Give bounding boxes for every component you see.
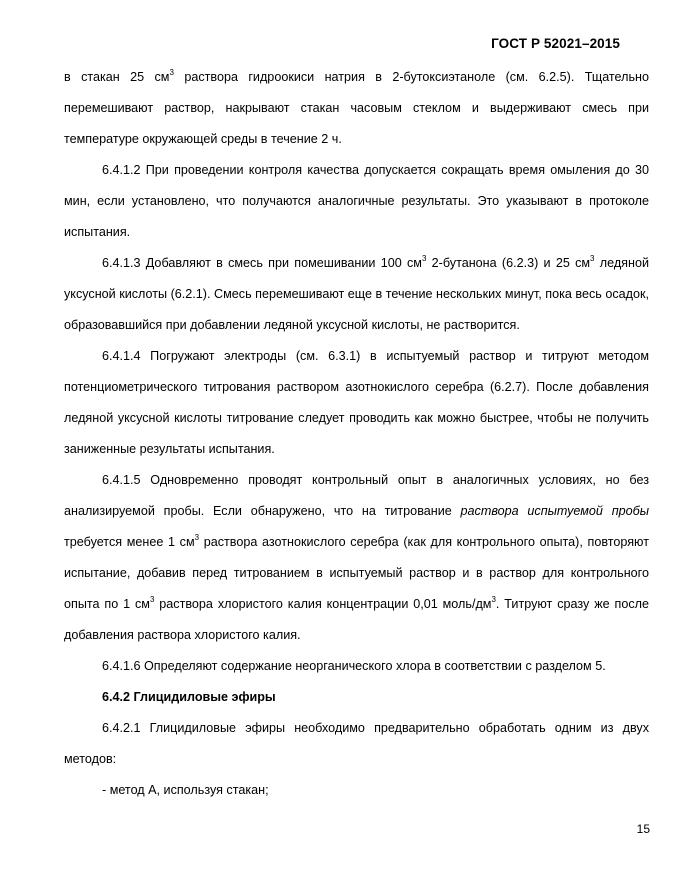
superscript: 3 xyxy=(421,253,427,263)
paragraph-6-4-1-2: 6.4.1.2 При проведении контроля качества допускается сокращать время омыления до 30 мин, если установлено, что получаются аналогичные результаты. Это указывают в протоколе испытания. xyxy=(64,163,649,239)
text-run: раствора азотнокислого серебра (как для контрольного опыта), повторяют испытание, добавив перед титрованием в испытуемый раствор и в раствор для контрольного опыта по 1 см xyxy=(64,535,649,611)
list-item-method-a: - метод А, используя стакан; xyxy=(102,783,269,797)
text-run: 6.4.1.3 Добавляют в смесь при помешивании 100 см xyxy=(102,256,422,270)
page-number: 15 xyxy=(636,822,650,836)
text-run: требуется менее 1 см xyxy=(64,535,195,549)
italic-text: раствора испытуемой пробы xyxy=(460,504,650,518)
document-body xyxy=(64,62,649,806)
paragraph-6-4-2-1: 6.4.2.1 Глицидиловые эфиры необходимо предварительно обработать одним из двух методов: xyxy=(64,721,649,766)
section-heading-6-4-2: 6.4.2 Глицидиловые эфиры xyxy=(102,690,276,704)
superscript: 3 xyxy=(491,594,496,604)
paragraph-6-4-1-5 xyxy=(64,465,649,651)
paragraph-6-4-1-6: 6.4.1.6 Определяют содержание неорганического хлора в соответствии с разделом 5. xyxy=(102,659,606,673)
superscript: 3 xyxy=(169,67,174,77)
superscript: 3 xyxy=(149,594,155,604)
text-run: . Титруют сразу же после добавления раствора хлористого калия. xyxy=(64,597,649,642)
text-run: 2-бутанона (6.2.3) и 25 см xyxy=(426,256,591,270)
text-run: в стакан 25 см xyxy=(64,70,170,84)
document-header: ГОСТ Р 52021–2015 xyxy=(491,36,620,51)
text-run: 6.4.1.5 Одновременно проводят контрольный опыт в аналогичных условиях, но без анализируемой пробы. Если обнаружено, что на титрование xyxy=(64,473,649,518)
paragraph-6-4-1-4: 6.4.1.4 Погружают электроды (см. 6.3.1) в испытуемый раствор и титруют методом потенциометрического титрования раствором азотнокислого серебра (6.2.7). После добавления ледяной уксусной кислоты титрование следует проводить как можно быстрее, чтобы не получить заниженные результаты испытания. xyxy=(64,349,649,456)
superscript: 3 xyxy=(194,532,200,542)
text-run: раствора хлористого калия концентрации 0,01 моль/дм xyxy=(154,597,492,611)
text-run: ледяной уксусной кислоты (6.2.1). Смесь перемешивают еще в течение нескольких минут, пока весь осадок, образовавшийся при добавлении ледяной уксусной кислоты, не растворится. xyxy=(64,256,649,332)
paragraph-6-4-1-3 xyxy=(64,248,649,341)
paragraph-continued xyxy=(64,62,649,155)
superscript: 3 xyxy=(590,253,595,263)
text-run: раствора гидроокиси натрия в 2-бутоксиэтаноле (см. 6.2.5). Тщательно перемешивают раствор, накрывают стакан часовым стеклом и выдерживают смесь при температуре окружающей среды в течение 2 ч. xyxy=(64,70,650,146)
